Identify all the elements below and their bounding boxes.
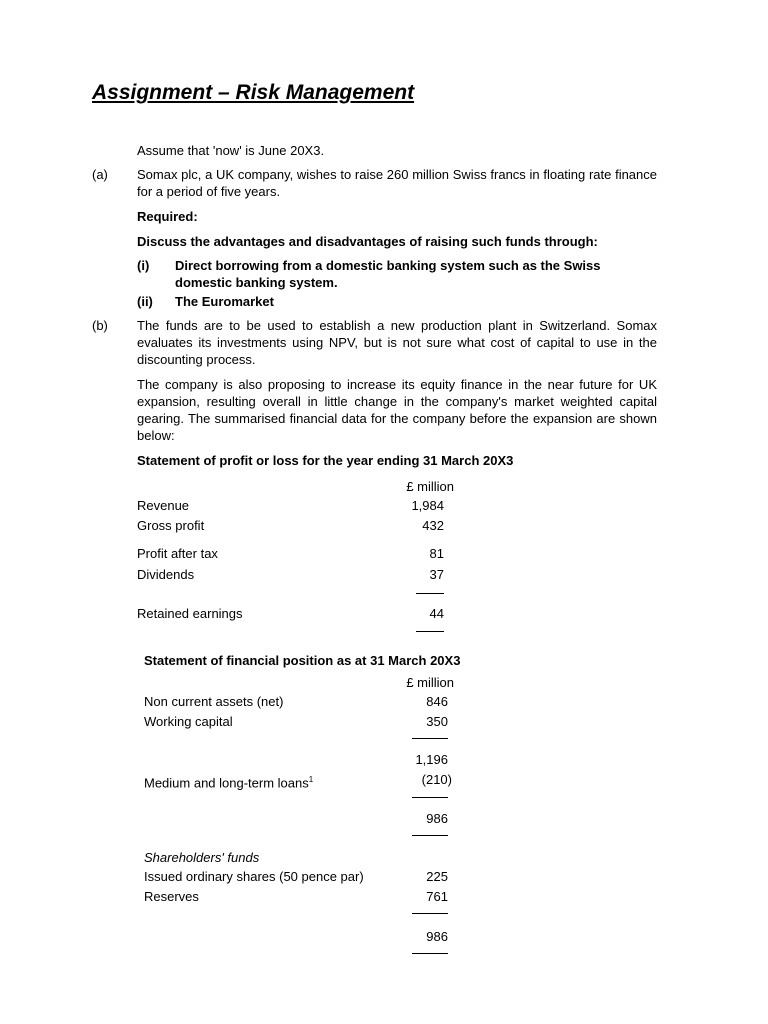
loans-label: Medium and long-term loans <box>144 775 309 791</box>
subtotal-rule <box>412 738 448 739</box>
page-title: Assignment – Risk Management <box>92 81 415 104</box>
row-value: 350 <box>426 714 448 729</box>
required-label: Required: <box>137 209 198 224</box>
table-row <box>144 928 448 945</box>
item-i-text: Direct borrowing from a domestic banking system such as the Swiss domestic banking system. <box>175 258 601 290</box>
table-row <box>137 517 444 534</box>
item-ii-label: (ii) <box>137 294 153 309</box>
row-label: Non current assets (net) <box>144 694 284 709</box>
part-b-label: (b) <box>92 318 108 333</box>
bs-unit: £ million <box>406 675 454 690</box>
row-value: 1,196 <box>415 752 448 767</box>
total-rule <box>412 953 448 954</box>
table-row <box>137 497 444 514</box>
item-i-label: (i) <box>137 258 150 273</box>
table-row <box>144 713 448 730</box>
row-label: Dividends <box>137 567 195 582</box>
subtotal-rule <box>412 913 448 914</box>
row-value: 225 <box>426 869 448 884</box>
row-label: Working capital <box>144 714 233 729</box>
row-value: 986 <box>426 929 448 944</box>
table-row <box>144 771 452 791</box>
row-label <box>144 771 313 791</box>
table-row <box>144 810 448 827</box>
table-row <box>137 605 444 622</box>
table-row <box>144 751 448 768</box>
row-label: Revenue <box>137 498 190 513</box>
pl-unit: £ million <box>406 479 454 494</box>
subtotal-rule <box>412 797 448 798</box>
row-label: Gross profit <box>137 518 205 533</box>
footnote-marker: 1 <box>308 775 314 784</box>
subtotal-rule <box>416 593 444 594</box>
pl-heading: Statement of profit or loss for the year ending 31 March 20X3 <box>137 453 514 468</box>
row-label: Reserves <box>144 889 199 904</box>
part-b-para2: The company is also proposing to increase its equity finance in the near future for UK expansion, resulting overall in little change in the company's market weighted capital gearing. The summarised financial data for the company before the expansion are shown below: <box>137 377 657 443</box>
part-a-text: Somax plc, a UK company, wishes to raise 260 million Swiss francs in floating rate finance for a period of five years. <box>137 167 657 199</box>
table-row <box>144 868 448 885</box>
row-value: 37 <box>429 567 444 582</box>
row-value: 986 <box>426 811 448 826</box>
intro-text: Assume that 'now' is June 20X3. <box>137 143 325 158</box>
row-value: 761 <box>426 889 448 904</box>
table-row <box>137 566 444 583</box>
total-rule <box>412 835 448 836</box>
row-value: 432 <box>422 518 444 533</box>
item-ii-text: The Euromarket <box>175 294 274 309</box>
row-value: (210) <box>421 772 452 787</box>
part-a-label: (a) <box>92 167 108 182</box>
row-label: Issued ordinary shares (50 pence par) <box>144 869 364 884</box>
table-row <box>144 888 448 905</box>
row-value: 81 <box>429 546 444 561</box>
table-row <box>137 545 444 562</box>
pl-unit-row <box>137 478 454 495</box>
row-label: Profit after tax <box>137 546 218 561</box>
question-text: Discuss the advantages and disadvantages of raising such funds through: <box>137 234 598 249</box>
row-value: 44 <box>429 606 444 621</box>
bs-unit-row <box>144 674 454 691</box>
row-value: 1,984 <box>411 498 444 513</box>
bs-heading: Statement of financial position as at 31 March 20X3 <box>144 653 461 668</box>
part-b-para1: The funds are to be used to establish a new production plant in Switzerland. Somax evaluates its investments using NPV, but is not sure what cost of capital to use in the discounting process. <box>137 318 657 367</box>
table-row <box>144 693 448 710</box>
table-row <box>144 849 448 866</box>
total-rule <box>416 631 444 632</box>
shareholders-funds-label: Shareholders' funds <box>144 850 260 865</box>
row-value: 846 <box>426 694 448 709</box>
row-label: Retained earnings <box>137 606 243 621</box>
